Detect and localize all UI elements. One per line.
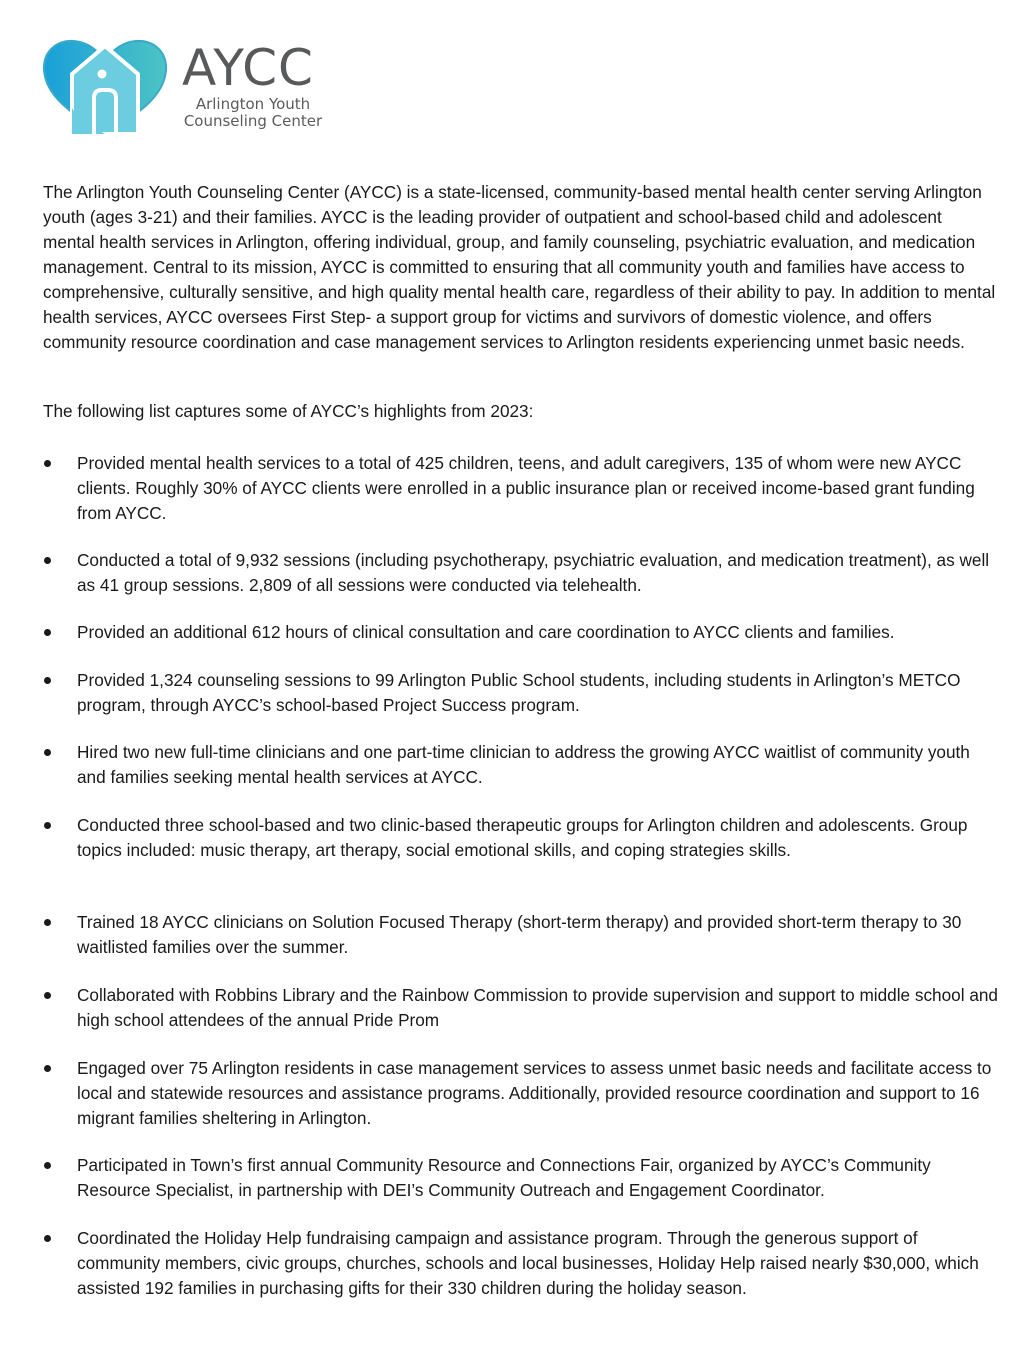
list-item-text: Coordinated the Holiday Help fundraising campaign and assistance program. Through the generous support of community members, civic groups, churches, schools and local businesses, Holiday Help raised nearly $30,000, which assisted 192 families in purchasing gifts for their 330 children during the holiday season. <box>77 1228 979 1298</box>
bullet-icon <box>44 1065 51 1072</box>
list-item-text: Provided an additional 612 hours of clinical consultation and care coordination to AYCC clients and families. <box>77 622 895 642</box>
bullet-icon <box>44 749 51 756</box>
list-item-text: Trained 18 AYCC clinicians on Solution Focused Therapy (short-term therapy) and provided short-term therapy to 30 waitlisted families over the summer. <box>77 912 962 957</box>
highlights-lead: The following list captures some of AYCC’s highlights from 2023: <box>43 401 534 421</box>
bullet-icon <box>44 460 51 467</box>
list-item-text: Participated in Town’s first annual Community Resource and Connections Fair, organized by AYCC’s Community Resource Specialist, in partnership with DEI’s Community Outreach and Engagement Coordinator. <box>77 1155 931 1200</box>
list-item-text: Provided mental health services to a total of 425 children, teens, and adult caregivers, 135 of whom were new AYCC clients. Roughly 30% of AYCC clients were enrolled in a public insurance plan or received income-based grant funding from AYCC. <box>77 453 975 523</box>
list-item-text: Engaged over 75 Arlington residents in case management services to assess unmet basic needs and facilitate access to local and statewide resources and assistance programs. Additionally, provided resource coordination and support to 16 migrant families sheltering in Arlington. <box>77 1058 992 1128</box>
bullet-icon <box>44 629 51 636</box>
list-item-text: Conducted three school-based and two clinic-based therapeutic groups for Arlington children and adolescents. Group topics included: music therapy, art therapy, social emotional skills, and coping strategies skills. <box>77 815 968 860</box>
intro-paragraph: The Arlington Youth Counseling Center (AYCC) is a state-licensed, community-based mental health center serving Arlington youth (ages 3-21) and their families. AYCC is the leading provider of outpatient and school-based child and adolescent mental health services in Arlington, offering individual, group, and family counseling, psychiatric evaluation, and medication management. Central to its mission, AYCC is committed to ensuring that all community youth and families have access to comprehensive, culturally sensitive, and high quality mental health care, regardless of their ability to pay. In addition to mental health services, AYCC oversees First Step- a support group for victims and survivors of domestic violence, and offers community resource coordination and case management services to Arlington residents experiencing unmet basic needs. <box>43 182 996 352</box>
bullet-icon <box>44 822 51 829</box>
list-item-text: Conducted a total of 9,932 sessions (including psychotherapy, psychiatric evaluation, and medication treatment), as well as 41 group sessions. 2,809 of all sessions were conducted via telehealth. <box>77 550 990 595</box>
bullet-icon <box>44 677 51 684</box>
list-item-text: Hired two new full-time clinicians and one part-time clinician to address the growing AYCC waitlist of community youth and families seeking mental health services at AYCC. <box>77 742 970 787</box>
logo-subtitle: Arlington Youth Counseling Center <box>183 95 323 130</box>
bullet-icon <box>44 992 51 999</box>
bullet-icon <box>44 557 51 564</box>
bullet-icon <box>44 919 51 926</box>
bullet-icon <box>44 1162 51 1169</box>
list-item-text: Provided 1,324 counseling sessions to 99 Arlington Public School students, including students in Arlington’s METCO program, through AYCC’s school-based Project Success program. <box>77 670 961 715</box>
list-item-text: Collaborated with Robbins Library and the Rainbow Commission to provide supervision and support to middle school and high school attendees of the annual Pride Prom <box>77 985 998 1030</box>
logo-wordmark: AYCC <box>182 39 314 97</box>
bullet-icon <box>44 1235 51 1242</box>
